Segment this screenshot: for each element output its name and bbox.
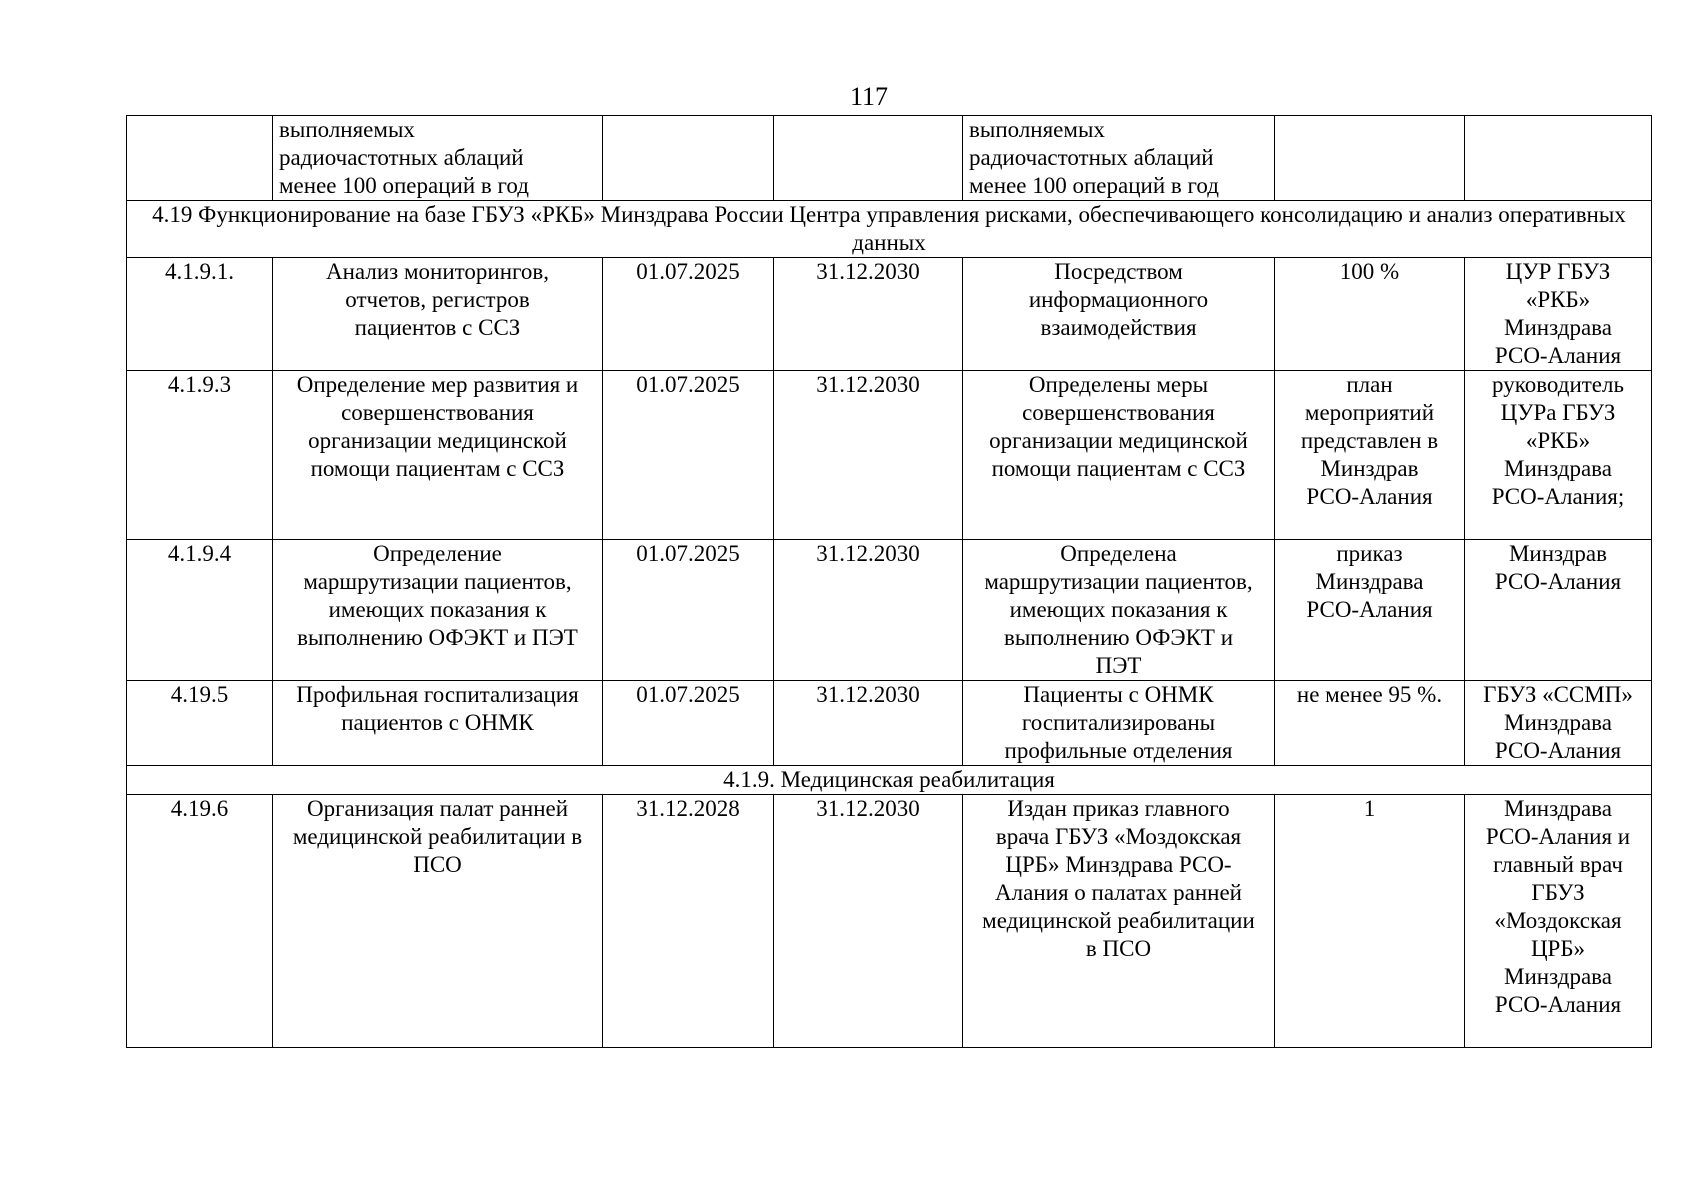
cell-start: 01.07.2025 <box>603 681 774 766</box>
section-title: 4.1.9. Медицинская реабилитация <box>127 766 1652 795</box>
section-row-419 <box>127 201 1652 258</box>
cell-name: Профильная госпитализация пациентов с ОНМК <box>273 681 603 766</box>
cell-result: Определены меры совершенствования организации медицинской помощи пациентам с ССЗ <box>963 371 1275 540</box>
cell-start <box>603 116 774 201</box>
cell-end: 31.12.2030 <box>774 795 963 1048</box>
plan-table <box>126 115 1652 1048</box>
cell-num: 4.1.9.4 <box>127 540 273 681</box>
cell-responsible: ГБУЗ «ССМП» Минздрава РСО-Алания <box>1465 681 1652 766</box>
cell-start: 01.07.2025 <box>603 540 774 681</box>
cell-indicator: 1 <box>1275 795 1465 1048</box>
cell-num: 4.1.9.3 <box>127 371 273 540</box>
cell-start: 01.07.2025 <box>603 258 774 371</box>
cell-indicator: 100 % <box>1275 258 1465 371</box>
cell-responsible: ЦУР ГБУЗ «РКБ» Минздрава РСО-Алания <box>1465 258 1652 371</box>
table-row <box>127 795 1652 1048</box>
cell-num: 4.19.5 <box>127 681 273 766</box>
table-row <box>127 540 1652 681</box>
table-row <box>127 371 1652 540</box>
cell-name: Определение мер развития и совершенствования организации медицинской помощи пациентам с ССЗ <box>273 371 603 540</box>
cell-responsible: Минздрава РСО-Алания и главный врач ГБУЗ «Моздокская ЦРБ» Минздрава РСО-Алания <box>1465 795 1652 1048</box>
cell-end: 31.12.2030 <box>774 540 963 681</box>
cell-indicator: план мероприятий представлен в Минздрав РСО-Алания <box>1275 371 1465 540</box>
table-row <box>127 681 1652 766</box>
cell-responsible <box>1465 116 1652 201</box>
cell-start: 31.12.2028 <box>603 795 774 1048</box>
cell-responsible: Минздрав РСО-Алания <box>1465 540 1652 681</box>
cell-name: Определение маршрутизации пациентов, имеющих показания к выполнению ОФЭКТ и ПЭТ <box>273 540 603 681</box>
cell-name: Организация палат ранней медицинской реабилитации в ПСО <box>273 795 603 1048</box>
cell-indicator: приказ Минздрава РСО-Алания <box>1275 540 1465 681</box>
cell-name: Анализ мониторингов, отчетов, регистров пациентов с ССЗ <box>273 258 603 371</box>
table-row <box>127 258 1652 371</box>
cell-result: Издан приказ главного врача ГБУЗ «Моздокская ЦРБ» Минздрава РСО- Алания о палатах ранней медицинской реабилитации в ПСО <box>963 795 1275 1048</box>
cell-responsible: руководитель ЦУРа ГБУЗ «РКБ» Минздрава РСО-Алания; <box>1465 371 1652 540</box>
cell-end: 31.12.2030 <box>774 258 963 371</box>
cell-indicator <box>1275 116 1465 201</box>
cell-start: 01.07.2025 <box>603 371 774 540</box>
cell-num: 4.1.9.1. <box>127 258 273 371</box>
cell-num <box>127 116 273 201</box>
cell-num: 4.19.6 <box>127 795 273 1048</box>
cell-result: Посредством информационного взаимодействия <box>963 258 1275 371</box>
cell-indicator: не менее 95 %. <box>1275 681 1465 766</box>
cell-name: выполняемых радиочастотных аблаций менее 100 операций в год <box>273 116 603 201</box>
page-number: 117 <box>849 82 889 111</box>
cell-result: Пациенты с ОНМК госпитализированы профильные отделения <box>963 681 1275 766</box>
section-row-rehab <box>127 766 1652 795</box>
cell-end: 31.12.2030 <box>774 371 963 540</box>
cell-end <box>774 116 963 201</box>
table-row-continued <box>127 116 1652 201</box>
cell-result: Определена маршрутизации пациентов, имеющих показания к выполнению ОФЭКТ и ПЭТ <box>963 540 1275 681</box>
section-title: 4.19 Функционирование на базе ГБУЗ «РКБ» Минздрава России Центра управления рисками, обеспечивающего консолидацию и анализ оперативных данных <box>127 201 1652 258</box>
cell-result: выполняемых радиочастотных аблаций менее 100 операций в год <box>963 116 1275 201</box>
cell-end: 31.12.2030 <box>774 681 963 766</box>
